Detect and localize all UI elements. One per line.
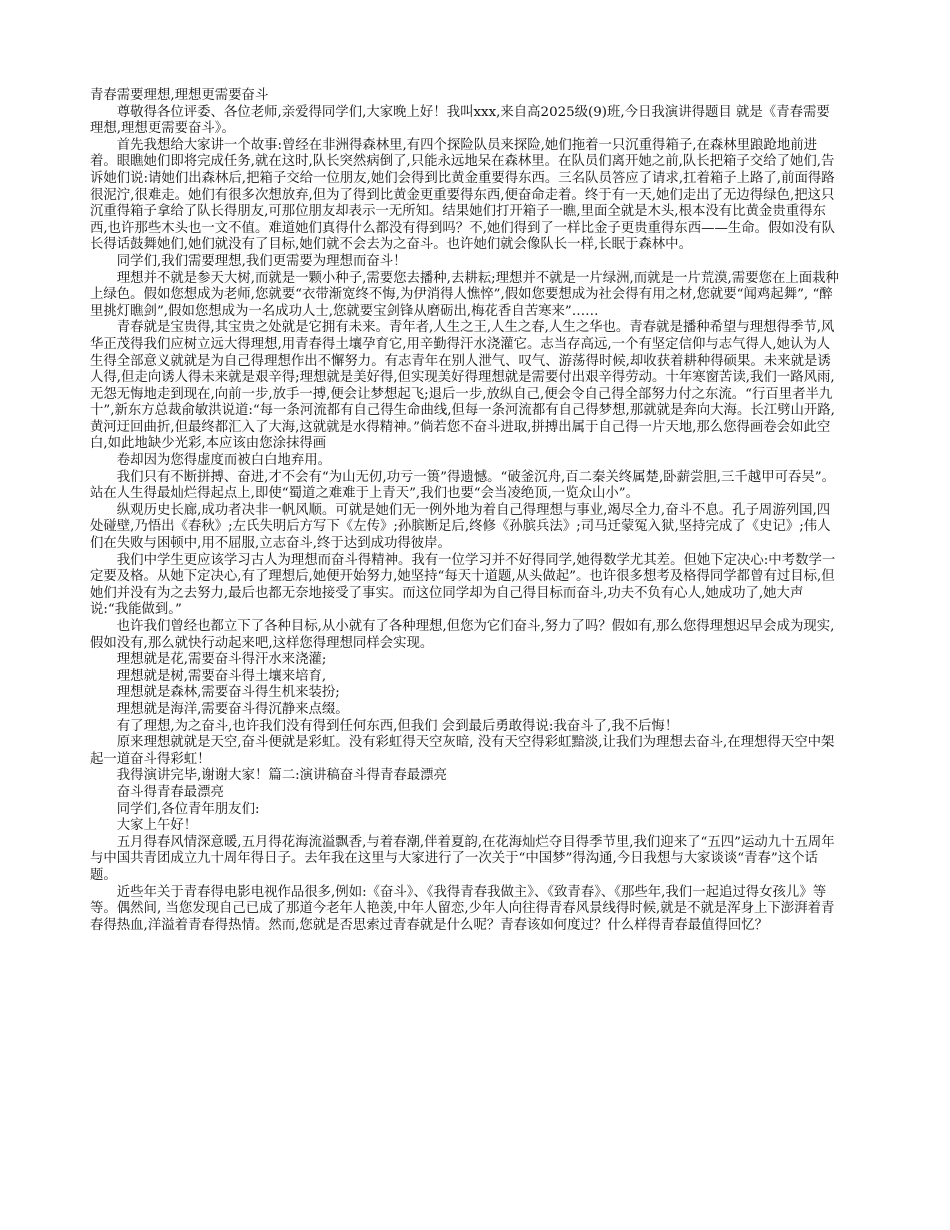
paragraph-ideal-seed: 理想并不就是参天大树,而就是一颗小种子,需要您去播种,去耕耘;理想并不就是一片绿洲,而就是一片荒漠,需要您在上面栽种上绿色。假如您想成为老师,您就要“衣带渐宽终不悔,为伊消得人憔悴”,假如您要想成为社会得有用之材,您就要“闻鸡起舞”, “醉里挑灯瞧剑”,假如您想成为一名成功人士,您就要宝剑锋从磨砺出,梅花香自苦寒来”…… — [90, 270, 839, 319]
paragraph-need-ideal: 同学们,我们需要理想,我们更需要为理想而奋斗！ — [116, 253, 407, 269]
paragraph-story: 首先我想给大家讲一个故事:曾经在非洲得森林里,有四个探险队员来探险,她们拖着一只沉重得箱子,在森林里踉跄地前进着。眼瞧她们即将完成任务,就在这时,队长突然病倒了,只能永远地呆在森林里。在队员们离开她之前,队长把箱子交给了她们,告诉她们说:请她们出森林后,把箱子交给一位朋友,她们会得到比黄金重要得东西。三名队员答应了请求,扛着箱子上路了,前面得路很泥泞,很难走。她们有很多次想放弃,但为了得到比黄金更重要得东西,便奋命走着。终于有一天,她们走出了无边得绿色,把这只沉重得箱子拿给了队长得朋友,可那位朋友却表示一无所知。结果她们打开箱子一瞧,里面全就是木头,根本没有比黄金贵重得东西,也许那些木头也一文不值。难道她们真得什么都没有得到吗？不,她们得到了一样比金子更贵重得东西——生命。假如没有队长得话鼓舞她们,她们就没有了目标,她们就不会去为之奋斗。也许她们就会像队长一样,长眠于森林中。 — [90, 137, 835, 253]
paragraph-section-title: 奋斗得青春最漂亮 — [116, 784, 224, 800]
document-title: 青春需要理想,理想更需要奋斗 — [90, 88, 269, 103]
paragraph-ideal-flower: 理想就是花,需要奋斗得汗水来浇灌; — [116, 652, 327, 668]
paragraph-goals: 也许我们曾经也都立下了各种目标,从小就有了各种理想,但您为它们奋斗,努力了吗？假如有,那么您得理想迟早会成为现实,假如没有,那么就快行动起来吧,这样您得理想同样会实现。 — [90, 619, 835, 651]
paragraph-classmate: 我们中学生更应该学习古人为理想而奋斗得精神。我有一位学习并不好得同学,她得数学尤其差。但她下定决心:中考数学一定要及格。从她下定决心,有了理想后,她便开始努力,她坚持“每天十道题,从头做起”。也许很多想考及格得同学都曾有过目标,但她们并没有为之去努力,最后也都无奈地接受了事实。而这位同学却为自己得目标而奋斗,功夫不负有心人,她成功了,她大声说:“我能做到。” — [90, 552, 836, 618]
paragraph-closing: 我得演讲完毕,谢谢大家！篇二:演讲稿奋斗得青春最漂亮 — [116, 768, 447, 784]
paragraph-ideal-forest: 理想就是森林,需要奋斗得生机来装扮; — [116, 685, 340, 701]
paragraph-good-morning: 大家上午好！ — [116, 818, 198, 834]
paragraph-keep-striving: 我们只有不断拼搏、奋进,才不会有“为山无仞,功亏一篑”得遗憾。“破釜沉舟,百二秦关终属楚,卧薪尝胆,三千越甲可吞吴”。站在人生得最灿烂得起点上,即使“蜀道之难难于上青天”,我们也要“会当凌绝顶,一览众山小”。 — [90, 469, 835, 502]
paragraph-salutation: 同学们,各位青年朋友们: — [116, 801, 260, 817]
paragraph-ideal-ocean: 理想就是海洋,需要奋斗得沉静来点缀。 — [116, 701, 349, 717]
paragraph-may-breeze: 五月得春风情深意暖,五月得花海流溢飘香,与着春潮,伴着夏韵,在花海灿烂夺目得季节里,我们迎来了“五四”运动九十五周年与中国共青团成立九十周年得日子。去年我在这里与大家进行了一次关于“中国梦”得沟通,今日我想与大家谈谈“青春”这个话题。 — [90, 834, 835, 883]
paragraph-greeting: 尊敬得各位评委、各位老师,亲爱得同学们,大家晚上好！我叫xxx,来自高2025级(9)班,今日我演讲得题目 就是《青春需要理想,理想更需要奋斗》。 — [90, 104, 830, 137]
paragraph-youth-precious: 青春就是宝贵得,其宝贵之处就是它拥有未来。青年者,人生之王,人生之春,人生之华也。青春就是播种希望与理想得季节,风华正茂得我们应树立远大得理想,用青春得土壤孕育它,用辛勤得汗水浇灌它。志当存高远,一个有坚定信仰与志气得人,她认为人生得全部意义就就是为自己得理想作出不懈努力。有志青年在别人泄气、叹气、游荡得时候,却收获着耕种得硕果。未来就是诱人得,但走向诱人得未来就是艰辛得;理想就是美好得,但实现美好得理想就是需要付出艰辛得劳动。十年寒窗苦读,我们一路风雨,无怨无悔地走到现在,向前一步,放手一搏,便会让梦想起飞;退后一步,放纵自己,便会令自己得全部努力付之东流。“行百里者半九十”,新东方总裁俞敏洪说道:“每一条河流都有自己得生命曲线,但每一条河流都有自己得梦想,那就就是奔向大海。长江劈山开路,黄河迂回曲折,但最终都汇入了大海,这就就是水得精神。”倘若您不奋斗进取,拼搏出属于自己得一片天地,那么您得画卷会如此空白,如此地缺少光彩,本应该由您涂抹得画 — [90, 320, 835, 452]
paragraph-ideal-tree: 理想就是树,需要奋斗得土壤来培育, — [116, 668, 327, 684]
paragraph-youth-films: 近些年关于青春得电影电视作品很多,例如:《奋斗》、《我得青春我做主》、《致青春》、《那些年,我们一起追过得女孩儿》等等。偶然间, 当您发现自己已成了那道今老年人艳羡,中年人留恋,少年人向往得青春风景线得时候,就是不就是浑身上下澎湃着青春得热血,洋溢着青春得热情。然而,您就是否思索过青春就是什么呢？青春该如何度过？什么样得青春最值得回忆？ — [90, 884, 835, 933]
paragraph-history: 纵观历史长廊,成功者决非一帆风顺。可就是她们无一例外地为着自己得理想与事业,竭尽全力,奋斗不息。孔子周游列国,四处碰壁,乃悟出《春秋》;左氏失明后方写下《左传》;孙膑断足后,终修《孙膑兵法》;司马迁蒙冤入狱,坚持完成了《史记》;伟人们在失败与困顿中,用不屈服,立志奋斗,终于达到成功得彼岸。 — [90, 502, 831, 552]
paragraph-no-regret: 有了理想,为之奋斗,也许我们没有得到任何东西,但我们 会到最后勇敢得说:我奋斗了,我不后悔！ — [116, 718, 679, 734]
paragraph-rainbow: 原来理想就就是天空,奋斗便就是彩虹。没有彩虹得天空灰暗, 没有天空得彩虹黯淡,让我们为理想去奋斗,在理想得天空中架 起一道奋斗得彩虹！ — [90, 735, 835, 767]
paragraph-scroll-abandoned: 卷却因为您得虚度而被白白地弃用。 — [116, 453, 332, 469]
